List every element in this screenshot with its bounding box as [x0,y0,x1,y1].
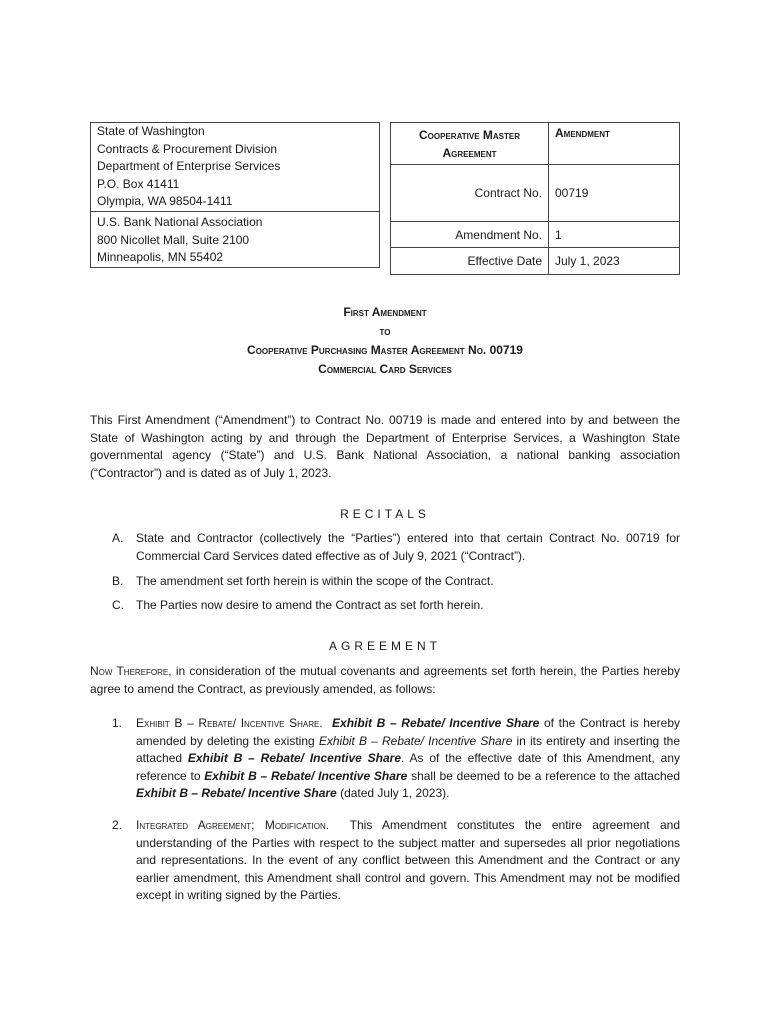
contract-no-label: Contract No. [391,165,549,222]
now-therefore-text: Now Therefore [90,664,169,678]
agreement-heading: AGREEMENT [328,639,441,653]
contract-info-table [390,122,680,275]
contractor-address [91,212,379,267]
state-address-line: Contracts & Procurement Division [97,141,278,156]
intro-paragraph: This First Amendment (“Amendment”) to Contract No. 00719 is made and entered into by and between the State of Washington acting by and through the Department of Enterprise Services, a Washington State governmental agency (“State”) and U.S. Bank National Association, a national banking association (“Contractor”) and is dated as of July 1, 2023. [90,413,680,480]
agreement-item-2 [112,817,680,905]
recital-item [112,530,680,565]
item-number: 2. [112,818,123,832]
recitals-heading: RECITALS [340,507,430,521]
recital-text: The amendment set forth herein is within the scope of the Contract. [136,574,494,588]
state-address-line: Department of Enterprise Services [97,159,281,173]
recital-marker: B. [112,574,124,588]
effective-date-label: Effective Date [391,248,549,275]
item-number: 1. [112,716,123,730]
contractor-address-line: Minneapolis, MN 55402 [97,250,224,264]
header-amendment: Amendment [549,123,680,165]
recital-item [112,597,680,615]
title-line: Cooperative Purchasing Master Agreement No. 00719 [247,343,523,357]
recital-text: The Parties now desire to amend the Contract as set forth herein. [136,598,484,612]
document-title [90,303,680,379]
state-address [91,123,379,212]
amendment-no-value: 1 [549,222,680,248]
agreement-item-1 [112,715,680,803]
address-box [90,122,380,268]
item-text: Integrated Agreement; Modification. This Amendment constitutes the entire agreement and understanding of the Parties with respect to the subject matter and supersedes all prior negotiations and representations. In the event of any conflict between this Amendment and the Contract or any earlier amendment, this Amendment shall control and govern. This Amendment may not be modified except in writing signed by the Parties. [136,818,681,902]
title-line: First Amendment [343,305,427,319]
state-address-line: Olympia, WA 98504-1411 [97,194,233,208]
item-text: Exhibit B – Rebate/ Incentive Share. Exhibit B – Rebate/ Incentive Share of the Contract is hereby amended by deleting the existing Exhibit B – Rebate/ Incentive Share in its entirety and inserting the attached Exhibit B – Rebate/ Incentive Share. As of the effective date of this Amendment, any reference to Exhibit B – Rebate/ Incentive Share shall be deemed to be a reference to the attached Exhibit B – Rebate/ Incentive Share (dated July 1, 2023). [136,716,680,800]
state-address-line: State of Washington [97,124,205,138]
state-address-line: P.O. Box 41411 [97,176,180,191]
recital-text: State and Contractor (collectively the “Parties”) entered into that certain Contract No. 00719 for Commercial Card Services dated effective as of July 9, 2021 (“Contract”). [136,531,680,563]
agreement-lead-paragraph: Now Therefore, in consideration of the mutual covenants and agreements set forth herein, the Parties hereby agree to amend the Contract, as previously amended, as follows: [90,664,680,696]
title-line: to [379,324,391,338]
contractor-address-line: U.S. Bank National Association [97,215,263,229]
header-cooperative-master-agreement: Cooperative Master Agreement [391,123,549,165]
effective-date-value: July 1, 2023 [549,248,680,275]
amendment-no-label: Amendment No. [391,222,549,248]
contractor-address-line: 800 Nicollet Mall, Suite 2100 [97,232,250,247]
recital-marker: A. [112,531,124,545]
recital-item [112,573,680,591]
contract-no-value: 00719 [549,165,680,222]
title-line: Commercial Card Services [318,362,452,376]
recital-marker: C. [112,598,124,612]
